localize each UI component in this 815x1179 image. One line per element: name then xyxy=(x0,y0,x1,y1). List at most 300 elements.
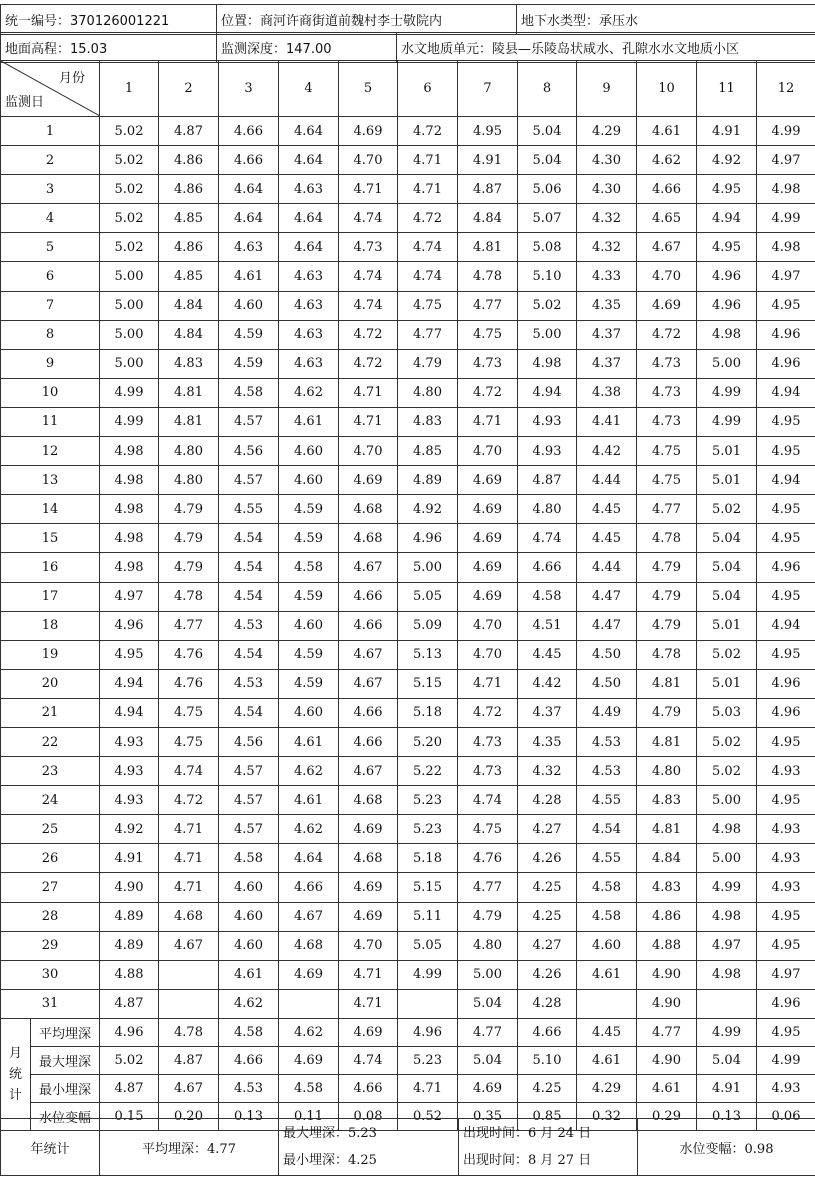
stat-label: 水位变幅 xyxy=(31,1102,100,1130)
day-label: 20 xyxy=(1,669,100,698)
depth-cell: 4.80 xyxy=(458,931,518,960)
depth-cell: 4.88 xyxy=(637,931,697,960)
depth-cell: 4.50 xyxy=(577,640,637,669)
depth-cell: 4.86 xyxy=(159,175,219,204)
depth-cell: 4.58 xyxy=(279,553,339,582)
depth-cell: 5.20 xyxy=(398,727,458,756)
table-row xyxy=(1,175,815,204)
depth-cell: 4.59 xyxy=(279,582,339,611)
depth-cell: 4.80 xyxy=(637,757,697,786)
depth-cell: 4.32 xyxy=(518,757,577,786)
month-header: 10 xyxy=(637,61,697,117)
depth-cell: 4.71 xyxy=(398,175,458,204)
depth-cell: 4.38 xyxy=(577,378,637,407)
depth-cell: 4.69 xyxy=(458,582,518,611)
stat-cell: 4.77 xyxy=(458,1018,518,1046)
table-row xyxy=(1,582,815,611)
depth-cell: 4.99 xyxy=(697,873,757,902)
depth-cell: 5.13 xyxy=(398,640,458,669)
depth-cell: 4.28 xyxy=(518,989,577,1018)
depth-cell: 4.69 xyxy=(339,466,398,495)
depth-cell: 4.55 xyxy=(577,786,637,815)
depth-cell: 4.67 xyxy=(159,931,219,960)
depth-cell: 4.73 xyxy=(458,349,518,378)
depth-cell: 4.89 xyxy=(100,902,159,931)
table-row xyxy=(1,844,815,873)
depth-cell: 4.61 xyxy=(577,960,637,989)
depth-cell: 4.54 xyxy=(577,815,637,844)
depth-cell: 4.95 xyxy=(757,786,815,815)
stat-cell: 0.20 xyxy=(159,1102,219,1130)
depth-cell: 4.79 xyxy=(458,902,518,931)
table-row xyxy=(1,815,815,844)
stat-cell: 0.06 xyxy=(757,1102,815,1130)
stat-cell: 0.29 xyxy=(637,1102,697,1130)
depth-cell: 4.35 xyxy=(577,291,637,320)
day-label: 21 xyxy=(1,698,100,727)
depth-cell: 5.00 xyxy=(697,844,757,873)
depth-cell: 4.88 xyxy=(100,960,159,989)
monthly-stats-char: 月 xyxy=(8,1045,22,1061)
depth-cell: 4.81 xyxy=(458,233,518,262)
annual-max-time: 出现时间：6 月 24 日 xyxy=(463,1126,592,1141)
depth-cell: 4.84 xyxy=(159,320,219,349)
depth-cell: 4.69 xyxy=(339,117,398,146)
depth-cell: 5.18 xyxy=(398,698,458,727)
depth-cell: 4.95 xyxy=(757,582,815,611)
table-row xyxy=(1,437,815,466)
table-row xyxy=(1,960,815,989)
depth-cell: 4.59 xyxy=(279,640,339,669)
depth-cell: 5.00 xyxy=(100,291,159,320)
depth-cell: 4.73 xyxy=(339,233,398,262)
depth-cell: 4.97 xyxy=(757,262,815,291)
day-label: 12 xyxy=(1,437,100,466)
depth-cell: 4.87 xyxy=(100,989,159,1018)
table-row xyxy=(1,524,815,553)
depth-cell: 4.53 xyxy=(577,727,637,756)
hydro-unit: 水文地质单元：陵县—乐陵岛状咸水、孔隙水水文地质小区 xyxy=(397,33,815,63)
depth-cell: 5.01 xyxy=(697,611,757,640)
depth-cell: 4.98 xyxy=(100,495,159,524)
header-row-2 xyxy=(0,32,815,63)
stat-cell: 4.74 xyxy=(339,1046,398,1074)
depth-cell: 4.86 xyxy=(159,233,219,262)
depth-cell: 4.67 xyxy=(279,902,339,931)
depth-cell: 4.57 xyxy=(219,815,279,844)
depth-cell: 4.77 xyxy=(637,495,697,524)
depth-cell: 4.98 xyxy=(697,960,757,989)
depth-cell: 4.71 xyxy=(458,407,518,436)
depth-cell: 4.95 xyxy=(757,640,815,669)
stat-cell: 4.90 xyxy=(637,1046,697,1074)
table-row xyxy=(1,407,815,436)
depth-cell: 4.64 xyxy=(279,146,339,175)
depth-cell: 4.57 xyxy=(219,757,279,786)
depth-cell: 4.95 xyxy=(757,524,815,553)
depth-cell: 4.83 xyxy=(398,407,458,436)
depth-cell: 4.59 xyxy=(219,320,279,349)
depth-cell: 4.93 xyxy=(518,407,577,436)
depth-cell: 4.61 xyxy=(279,727,339,756)
table-row xyxy=(1,233,815,262)
depth-cell: 4.66 xyxy=(339,727,398,756)
depth-cell: 4.50 xyxy=(577,669,637,698)
depth-cell: 4.66 xyxy=(279,873,339,902)
depth-cell: 4.65 xyxy=(637,204,697,233)
depth-cell: 4.55 xyxy=(219,495,279,524)
depth-cell: 4.67 xyxy=(339,757,398,786)
depth-cell: 4.71 xyxy=(159,815,219,844)
depth-cell: 5.02 xyxy=(100,175,159,204)
day-label: 29 xyxy=(1,931,100,960)
depth-cell: 4.98 xyxy=(100,437,159,466)
depth-cell: 4.95 xyxy=(757,902,815,931)
stat-cell: 0.11 xyxy=(279,1102,339,1130)
depth-cell: 5.01 xyxy=(697,466,757,495)
depth-cell: 4.95 xyxy=(757,407,815,436)
depth-cell: 5.23 xyxy=(398,786,458,815)
stat-cell: 0.13 xyxy=(697,1102,757,1130)
table-row xyxy=(1,669,815,698)
depth-cell: 5.04 xyxy=(518,146,577,175)
depth-cell: 4.76 xyxy=(159,640,219,669)
depth-cell: 4.54 xyxy=(219,524,279,553)
location: 位置：商河许商街道前魏村李士敬院内 xyxy=(217,5,517,35)
stat-cell: 4.95 xyxy=(757,1018,815,1046)
depth-cell: 4.74 xyxy=(518,524,577,553)
annual-range: 水位变幅：0.98 xyxy=(638,1119,815,1176)
depth-cell: 4.57 xyxy=(219,466,279,495)
stat-cell: 0.52 xyxy=(398,1102,458,1130)
depth-cell: 4.37 xyxy=(518,698,577,727)
depth-cell: 4.72 xyxy=(398,117,458,146)
depth-cell: 4.91 xyxy=(100,844,159,873)
depth-cell: 4.93 xyxy=(100,757,159,786)
depth-cell: 4.73 xyxy=(458,757,518,786)
ground-elevation: 地面高程：15.03 xyxy=(1,33,217,63)
depth-cell: 4.79 xyxy=(159,495,219,524)
depth-cell: 4.41 xyxy=(577,407,637,436)
day-label: 28 xyxy=(1,902,100,931)
header-row-1 xyxy=(0,4,815,35)
annual-stats xyxy=(0,1118,815,1176)
depth-cell: 4.97 xyxy=(697,931,757,960)
depth-cell: 4.84 xyxy=(458,204,518,233)
depth-cell: 4.45 xyxy=(518,640,577,669)
depth-cell: 4.63 xyxy=(279,349,339,378)
depth-cell: 4.75 xyxy=(637,466,697,495)
depth-cell: 4.93 xyxy=(100,727,159,756)
depth-cell: 4.70 xyxy=(458,437,518,466)
stat-cell: 4.69 xyxy=(279,1046,339,1074)
day-label: 7 xyxy=(1,291,100,320)
day-label: 30 xyxy=(1,960,100,989)
depth-cell: 4.71 xyxy=(339,960,398,989)
depth-cell: 4.94 xyxy=(757,611,815,640)
day-label: 14 xyxy=(1,495,100,524)
depth-cell: 5.11 xyxy=(398,902,458,931)
stat-cell: 0.13 xyxy=(219,1102,279,1130)
day-label: 15 xyxy=(1,524,100,553)
depth-cell xyxy=(279,989,339,1018)
depth-cell: 4.62 xyxy=(637,146,697,175)
depth-cell: 4.78 xyxy=(159,582,219,611)
depth-cell: 4.64 xyxy=(279,844,339,873)
table-row xyxy=(1,611,815,640)
depth-cell: 4.60 xyxy=(219,902,279,931)
depth-cell: 4.64 xyxy=(219,204,279,233)
month-header: 5 xyxy=(339,61,398,117)
annual-avg: 平均埋深：4.77 xyxy=(100,1119,279,1176)
depth-cell: 4.87 xyxy=(458,175,518,204)
stat-label: 最大埋深 xyxy=(31,1046,100,1074)
day-label: 17 xyxy=(1,582,100,611)
depth-cell: 4.49 xyxy=(577,698,637,727)
depth-cell: 4.77 xyxy=(458,291,518,320)
depth-cell: 4.99 xyxy=(697,407,757,436)
day-label: 31 xyxy=(1,989,100,1018)
depth-cell: 4.25 xyxy=(518,873,577,902)
depth-cell: 4.61 xyxy=(279,786,339,815)
depth-cell: 4.96 xyxy=(757,320,815,349)
depth-cell: 4.70 xyxy=(637,262,697,291)
depth-cell: 5.00 xyxy=(100,320,159,349)
day-label: 2 xyxy=(1,146,100,175)
depth-cell: 4.69 xyxy=(458,524,518,553)
depth-cell: 4.68 xyxy=(339,524,398,553)
stat-cell: 0.32 xyxy=(577,1102,637,1130)
depth-cell: 4.28 xyxy=(518,786,577,815)
depth-cell: 4.59 xyxy=(279,524,339,553)
depth-cell: 4.68 xyxy=(279,931,339,960)
depth-cell: 4.97 xyxy=(757,146,815,175)
depth-cell: 4.66 xyxy=(518,553,577,582)
depth-cell: 5.18 xyxy=(398,844,458,873)
table-row xyxy=(1,757,815,786)
table-row xyxy=(1,378,815,407)
depth-cell: 4.29 xyxy=(577,117,637,146)
depth-cell: 4.69 xyxy=(279,960,339,989)
depth-cell: 4.94 xyxy=(100,669,159,698)
depth-cell: 5.08 xyxy=(518,233,577,262)
stat-cell: 4.77 xyxy=(637,1018,697,1046)
depth-cell: 4.60 xyxy=(219,931,279,960)
depth-cell: 5.22 xyxy=(398,757,458,786)
depth-cell: 4.79 xyxy=(637,582,697,611)
depth-cell: 4.98 xyxy=(100,524,159,553)
corner-cell xyxy=(1,61,100,117)
depth-cell: 4.74 xyxy=(398,233,458,262)
depth-cell: 4.66 xyxy=(219,117,279,146)
day-label: 3 xyxy=(1,175,100,204)
depth-cell: 4.80 xyxy=(159,437,219,466)
depth-cell: 4.33 xyxy=(577,262,637,291)
depth-cell: 4.79 xyxy=(637,553,697,582)
depth-cell: 5.02 xyxy=(697,757,757,786)
table-row xyxy=(1,640,815,669)
stat-cell: 5.04 xyxy=(458,1046,518,1074)
depth-cell: 4.81 xyxy=(637,727,697,756)
depth-cell: 4.32 xyxy=(577,204,637,233)
depth-cell: 4.89 xyxy=(100,931,159,960)
depth-cell: 4.69 xyxy=(637,291,697,320)
stat-cell: 4.58 xyxy=(219,1018,279,1046)
depth-cell: 4.47 xyxy=(577,611,637,640)
table-row xyxy=(1,146,815,175)
monitor-depth: 监测深度：147.00 xyxy=(217,33,397,63)
depth-cell: 4.96 xyxy=(697,262,757,291)
depth-cell: 4.75 xyxy=(458,320,518,349)
table-row xyxy=(1,786,815,815)
depth-cell: 5.00 xyxy=(100,349,159,378)
depth-cell: 4.62 xyxy=(279,757,339,786)
depth-cell: 4.56 xyxy=(219,437,279,466)
depth-cell: 4.26 xyxy=(518,844,577,873)
depth-cell: 4.93 xyxy=(757,873,815,902)
depth-cell: 4.53 xyxy=(577,757,637,786)
depth-cell: 4.42 xyxy=(518,669,577,698)
day-label: 9 xyxy=(1,349,100,378)
depth-cell: 5.15 xyxy=(398,669,458,698)
depth-cell: 4.69 xyxy=(339,873,398,902)
depth-cell: 4.92 xyxy=(697,146,757,175)
depth-cell: 4.42 xyxy=(577,437,637,466)
depth-cell: 4.73 xyxy=(637,349,697,378)
depth-cell: 4.85 xyxy=(398,437,458,466)
depth-cell: 4.96 xyxy=(757,698,815,727)
depth-cell: 4.84 xyxy=(637,844,697,873)
table-row xyxy=(1,553,815,582)
depth-cell: 4.63 xyxy=(279,175,339,204)
depth-cell: 4.80 xyxy=(398,378,458,407)
depth-cell: 4.37 xyxy=(577,349,637,378)
depth-cell: 4.60 xyxy=(279,437,339,466)
depth-cell: 4.83 xyxy=(159,349,219,378)
depth-cell: 4.66 xyxy=(339,698,398,727)
day-label: 11 xyxy=(1,407,100,436)
depth-cell: 4.98 xyxy=(757,175,815,204)
depth-cell: 4.74 xyxy=(458,786,518,815)
depth-cell: 5.09 xyxy=(398,611,458,640)
depth-cell: 4.54 xyxy=(219,698,279,727)
depth-cell: 4.53 xyxy=(219,611,279,640)
unified-id: 统一编号：370126001221 xyxy=(1,5,217,35)
depth-cell: 4.70 xyxy=(339,437,398,466)
depth-cell: 4.45 xyxy=(577,524,637,553)
depth-cell: 4.96 xyxy=(757,553,815,582)
depth-cell: 4.57 xyxy=(219,407,279,436)
depth-cell: 4.91 xyxy=(697,117,757,146)
depth-cell: 4.96 xyxy=(398,524,458,553)
depth-cell: 4.72 xyxy=(458,698,518,727)
depth-cell: 4.76 xyxy=(159,669,219,698)
depth-cell: 4.70 xyxy=(339,931,398,960)
depth-cell: 5.02 xyxy=(100,204,159,233)
month-header: 9 xyxy=(577,61,637,117)
depth-cell: 4.61 xyxy=(219,262,279,291)
depth-cell xyxy=(398,989,458,1018)
stat-cell: 4.53 xyxy=(219,1074,279,1102)
stat-cell: 4.25 xyxy=(518,1074,577,1102)
day-label: 8 xyxy=(1,320,100,349)
depth-cell: 4.97 xyxy=(757,960,815,989)
day-label: 16 xyxy=(1,553,100,582)
stat-label: 最小埋深 xyxy=(31,1074,100,1102)
depth-cell: 4.95 xyxy=(458,117,518,146)
annual-min: 最小埋深：4.25 xyxy=(283,1153,377,1168)
depth-cell: 4.62 xyxy=(279,815,339,844)
depth-cell: 4.75 xyxy=(458,815,518,844)
depth-cell: 4.81 xyxy=(637,669,697,698)
depth-cell: 4.72 xyxy=(637,320,697,349)
depth-cell: 4.93 xyxy=(100,786,159,815)
depth-cell: 4.92 xyxy=(100,815,159,844)
depth-cell: 4.68 xyxy=(339,495,398,524)
stat-cell: 4.29 xyxy=(577,1074,637,1102)
depth-cell: 5.04 xyxy=(697,524,757,553)
depth-cell xyxy=(159,960,219,989)
depth-cell: 4.75 xyxy=(159,698,219,727)
table-row xyxy=(1,698,815,727)
depth-cell: 4.99 xyxy=(757,117,815,146)
depth-cell: 5.02 xyxy=(697,640,757,669)
depth-cell: 5.02 xyxy=(697,727,757,756)
depth-cell: 4.68 xyxy=(159,902,219,931)
depth-cell: 4.79 xyxy=(159,524,219,553)
depth-cell: 5.04 xyxy=(458,989,518,1018)
depth-cell: 5.02 xyxy=(100,233,159,262)
stat-cell: 0.15 xyxy=(100,1102,159,1130)
depth-cell: 4.90 xyxy=(637,989,697,1018)
depth-cell: 4.60 xyxy=(577,931,637,960)
depth-cell: 4.63 xyxy=(219,233,279,262)
depth-cell: 4.99 xyxy=(100,407,159,436)
depth-cell: 5.04 xyxy=(697,582,757,611)
depth-cell: 4.95 xyxy=(757,437,815,466)
monthly-stats-char: 统 xyxy=(8,1066,22,1082)
depth-cell: 4.61 xyxy=(219,960,279,989)
depth-cell: 4.57 xyxy=(219,786,279,815)
depth-cell: 4.79 xyxy=(398,349,458,378)
depth-cell: 4.63 xyxy=(279,291,339,320)
depth-cell: 4.83 xyxy=(637,786,697,815)
depth-cell: 4.77 xyxy=(398,320,458,349)
depth-cell: 4.75 xyxy=(637,437,697,466)
stat-cell: 4.78 xyxy=(159,1018,219,1046)
depth-cell: 4.63 xyxy=(279,262,339,291)
depth-cell: 5.02 xyxy=(100,146,159,175)
month-header-row xyxy=(1,61,815,117)
depth-cell: 4.60 xyxy=(219,873,279,902)
depth-cell: 4.67 xyxy=(637,233,697,262)
depth-cell: 4.66 xyxy=(339,582,398,611)
depth-cell: 4.95 xyxy=(697,175,757,204)
stat-cell: 4.67 xyxy=(159,1074,219,1102)
depth-cell: 4.64 xyxy=(219,175,279,204)
stat-cell: 4.45 xyxy=(577,1018,637,1046)
depth-cell: 5.06 xyxy=(518,175,577,204)
depth-cell: 4.44 xyxy=(577,553,637,582)
depth-cell: 4.58 xyxy=(577,902,637,931)
month-header: 7 xyxy=(458,61,518,117)
table-row xyxy=(1,727,815,756)
depth-cell: 4.66 xyxy=(339,611,398,640)
day-label: 27 xyxy=(1,873,100,902)
depth-cell: 4.71 xyxy=(339,175,398,204)
depth-cell: 4.30 xyxy=(577,146,637,175)
depth-cell: 4.76 xyxy=(458,844,518,873)
